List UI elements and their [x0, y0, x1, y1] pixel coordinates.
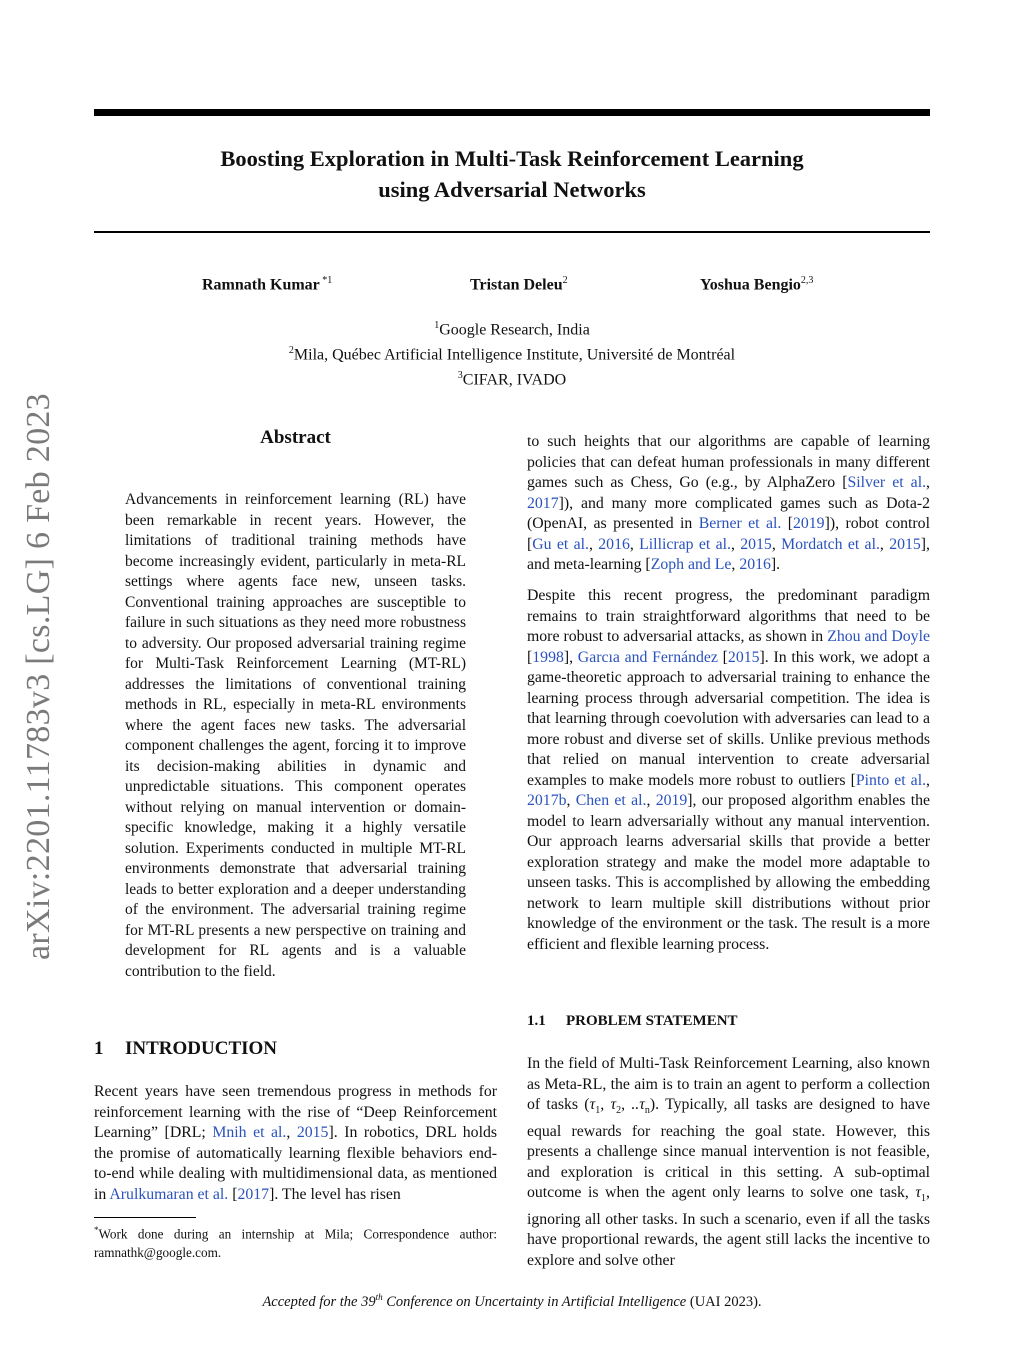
- section-heading-introduction: 1 INTRODUCTION: [94, 1038, 278, 1059]
- author-2: Tristan Deleu$^2$: [470, 275, 568, 294]
- affiliation-1: $^1$Google Research, India: [434, 320, 590, 339]
- title-line-1: Boosting Exploration in Multi-Task Reinforcement Learning: [220, 146, 804, 171]
- citation-link[interactable]: Zhou and Doyle: [827, 628, 930, 645]
- citation-link[interactable]: Lillicrap et al.: [639, 535, 731, 553]
- citation-link[interactable]: 2017b: [527, 792, 567, 809]
- citation-link[interactable]: 2015: [296, 1124, 329, 1141]
- intro-paragraph: Recent years have seen tremendous progress in methods for reinforcement learning with the rise of “Deep Reinforcement Learning” [DRL; Mnih et al., 2015]. In robotics, DRL holds the promise of automatically learning flexible behaviors end-to-end while dealing with multidimensional data, as mentioned in Arulkumaran et al. [2017]. The level has risen: [94, 1083, 498, 1203]
- citation-link[interactable]: 2019: [792, 515, 825, 532]
- affiliation-3: $^3$CIFAR, IVADO: [457, 369, 567, 388]
- title-bottom-rule: [94, 231, 930, 233]
- citation-link[interactable]: 2016: [598, 535, 630, 553]
- citation-link[interactable]: 2019: [655, 792, 688, 809]
- citation-link[interactable]: Mordatch et al.: [781, 535, 880, 553]
- citation-link[interactable]: Zoph and Le: [650, 556, 732, 573]
- citation-link[interactable]: Mnih et al.: [212, 1124, 287, 1141]
- task-math: $\tau_1$: [915, 1184, 927, 1205]
- citation-link[interactable]: Gu et al.: [532, 535, 589, 553]
- citation-link[interactable]: 2016: [739, 556, 771, 573]
- citation-link[interactable]: Pinto et al.: [855, 771, 927, 789]
- author-3: Yoshua Bengio$^{2,3}$: [700, 275, 814, 294]
- abstract-body: Advancements in reinforcement learning (RL) have been remarkable in recent years. However, the limitations of traditional training methods have become increasingly evident, particularly in meta-RL settings where agents face new, unseen tasks. Conventional training approaches are susceptible to failure in such situations as they need more robustness to adversity. Our proposed adversarial training regime for Multi-Task Reinforcement Learning (MT-RL) addresses the limitations of conventional training methods in RL, especially in meta-RL environments where the agent faces new tasks. The adversarial component challenges the agent, forcing it to improve its decision-making abilities in dynamic and unpredictable situations. This component operates without relying on manual intervention or domain-specific knowledge, making it a highly versatile solution. Experiments conducted in multiple MT-RL environments demonstrate that adversarial training leads to better exploration and a deeper understanding of the environment. The adversarial training regime for MT-RL presents a new perspective on training and development for RL agents and is a valuable contribution to the field.: [125, 491, 466, 980]
- citation-link[interactable]: 2015: [889, 535, 921, 553]
- citation-link[interactable]: Silver et al.: [847, 474, 927, 491]
- affiliation-2: $^2$Mila, Québec Artificial Intelligence Institute, Université de Montréal: [288, 344, 736, 364]
- arxiv-stamp: arXiv:2201.11783v3 [cs.LG] 6 Feb 2023: [20, 393, 57, 960]
- author-1: Ramnath Kumar $^{*1}$: [202, 275, 333, 294]
- citation-link[interactable]: Chen et al.: [575, 792, 647, 809]
- citation-link[interactable]: Arulkumaran et al.: [109, 1185, 229, 1203]
- right-paragraph-2: Despite this recent progress, the predominant paradigm remains to train straightforward algorithms that need to be more robust to adversarial attacks, as shown in Zhou and Doyle [1998], Garcıa and Fernández [2015]. In this work, we adopt a game-theoretic approach to adversarial training to enhance the learning process through adversarial competition. The idea is that learning through coevolution with adversaries can lead to a more robust and diverse set of skills. Unlike previous methods that relied on manual intervention to create adversarial examples to make models more robust to outliers [Pinto et al., 2017b, Chen et al., 2019], our proposed algorithm enables the model to learn adversarially without any manual intervention. Our approach learns adversarial skills that provide a better exploration strategy and make the model more adaptable to unseen tasks. This is accomplished by allowing the embedding network to learn multiple skill distributions without prior knowledge of the environment or the task. The result is a more efficient and flexible learning process.: [527, 587, 931, 953]
- abstract-heading: Abstract: [260, 427, 331, 448]
- paper-title: [94, 143, 930, 205]
- footnote: *Work done during an internship at Mila; Correspondence author: ramnathk@google.com.: [94, 1225, 497, 1261]
- citation-link[interactable]: 2017: [237, 1185, 270, 1203]
- right-paragraph-3: In the field of Multi-Task Reinforcement Learning, also known as Meta-RL, the aim is to train an agent to perform a collection of tasks ($\tau_1$, $\tau_2$, $..\tau_n$). Typically, all tasks are designed to have equal rewards for reaching the goal state. However, this presents a challenge since manual intervention is not feasible, and exploration is critical in this setting. A sub-optimal outcome is when the agent only learns to solve one task, $\tau_1$, ignoring all other tasks. In such a scenario, even if all the tasks have proportional rewards, the agent still lacks the incentive to explore and solve other: [527, 1055, 930, 1269]
- conference-footer: Accepted for the 39th Conference on Uncertainty in Artificial Intelligence (UAI 2023).: [262, 1292, 762, 1310]
- citation-link[interactable]: 2015: [740, 535, 772, 553]
- title-line-2: using Adversarial Networks: [378, 177, 646, 202]
- citation-link[interactable]: Garcıa and Fernández: [577, 648, 718, 666]
- citation-link[interactable]: 2017: [527, 494, 559, 512]
- footnote-rule: [94, 1217, 196, 1218]
- top-rule: [94, 109, 930, 116]
- citation-link[interactable]: 2015: [727, 648, 760, 666]
- task-set-math: $\tau_1$, $\tau_2$, $..\tau_n$: [589, 1096, 650, 1117]
- subsection-heading-problem-statement: 1.1 PROBLEM STATEMENT: [527, 1013, 738, 1029]
- right-paragraph-1: to such heights that our algorithms are capable of learning policies that can defeat human professionals in many different games such as Chess, Go (e.g., by AlphaZero [Silver et al., 2017]), and many more complicated games such as Dota-2 (OpenAI, as presented in Berner et al. [2019]), robot control [Gu et al., 2016, Lillicrap et al., 2015, Mordatch et al., 2015], and meta-learning [Zoph and Le, 2016].: [527, 433, 930, 573]
- citation-link[interactable]: 1998: [532, 648, 564, 666]
- citation-link[interactable]: Berner et al.: [698, 515, 782, 532]
- affiliations: [94, 316, 930, 390]
